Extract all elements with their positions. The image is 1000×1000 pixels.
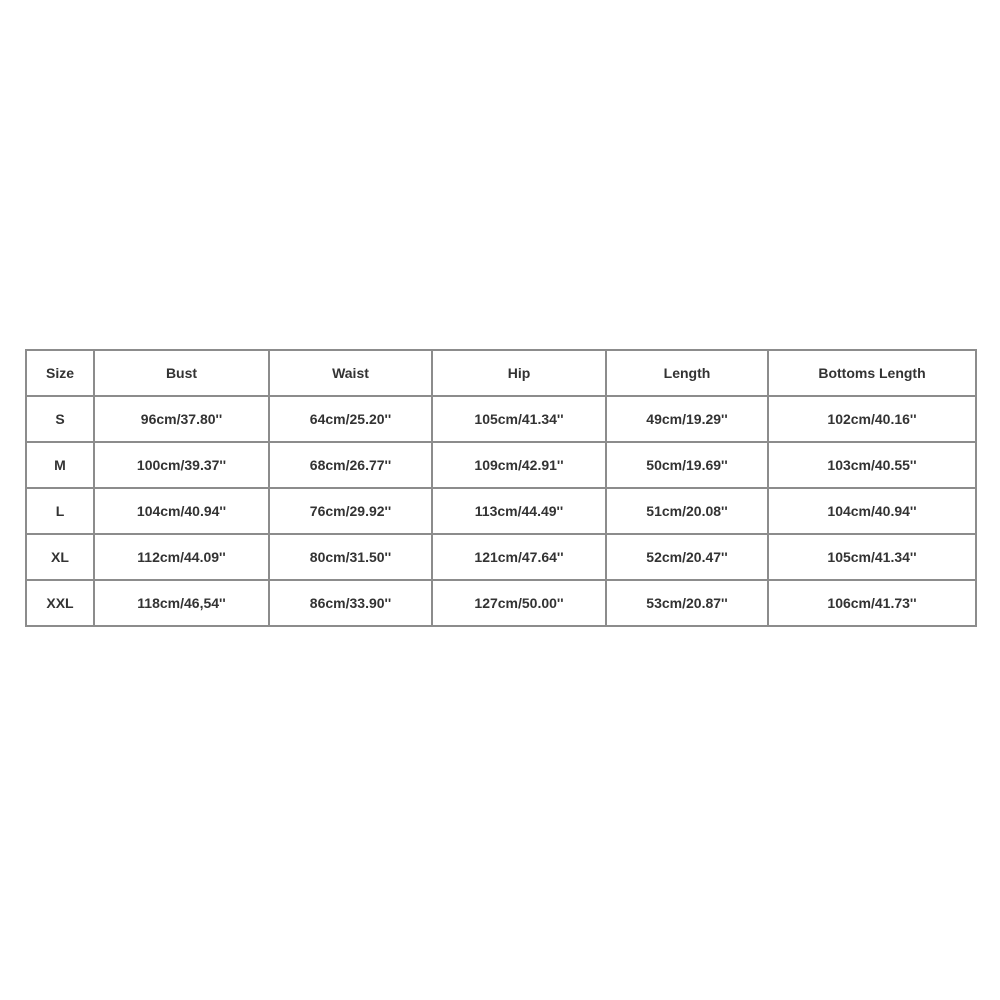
cell-hip: 105cm/41.34'' (432, 396, 606, 442)
cell-hip: 127cm/50.00'' (432, 580, 606, 626)
cell-size: L (26, 488, 94, 534)
cell-waist: 64cm/25.20'' (269, 396, 432, 442)
cell-waist: 86cm/33.90'' (269, 580, 432, 626)
header-waist: Waist (269, 350, 432, 396)
cell-bottoms-length: 105cm/41.34'' (768, 534, 976, 580)
cell-waist: 80cm/31.50'' (269, 534, 432, 580)
header-bottoms-length: Bottoms Length (768, 350, 976, 396)
cell-length: 50cm/19.69'' (606, 442, 768, 488)
cell-hip: 121cm/47.64'' (432, 534, 606, 580)
cell-length: 52cm/20.47'' (606, 534, 768, 580)
cell-bust: 104cm/40.94'' (94, 488, 269, 534)
header-hip: Hip (432, 350, 606, 396)
cell-hip: 109cm/42.91'' (432, 442, 606, 488)
cell-bottoms-length: 103cm/40.55'' (768, 442, 976, 488)
cell-size: XL (26, 534, 94, 580)
cell-bottoms-length: 106cm/41.73'' (768, 580, 976, 626)
table-row (26, 534, 976, 580)
cell-length: 51cm/20.08'' (606, 488, 768, 534)
table-row (26, 488, 976, 534)
cell-hip: 113cm/44.49'' (432, 488, 606, 534)
table-row (26, 396, 976, 442)
cell-length: 53cm/20.87'' (606, 580, 768, 626)
cell-waist: 76cm/29.92'' (269, 488, 432, 534)
cell-bust: 100cm/39.37'' (94, 442, 269, 488)
cell-size: M (26, 442, 94, 488)
cell-bottoms-length: 102cm/40.16'' (768, 396, 976, 442)
header-length: Length (606, 350, 768, 396)
cell-bust: 118cm/46,54'' (94, 580, 269, 626)
cell-length: 49cm/19.29'' (606, 396, 768, 442)
size-chart-table (25, 349, 977, 627)
table-row (26, 580, 976, 626)
cell-size: XXL (26, 580, 94, 626)
cell-bust: 96cm/37.80'' (94, 396, 269, 442)
cell-waist: 68cm/26.77'' (269, 442, 432, 488)
header-size: Size (26, 350, 94, 396)
cell-bottoms-length: 104cm/40.94'' (768, 488, 976, 534)
cell-size: S (26, 396, 94, 442)
table-header-row (26, 350, 976, 396)
cell-bust: 112cm/44.09'' (94, 534, 269, 580)
header-bust: Bust (94, 350, 269, 396)
table-row (26, 442, 976, 488)
